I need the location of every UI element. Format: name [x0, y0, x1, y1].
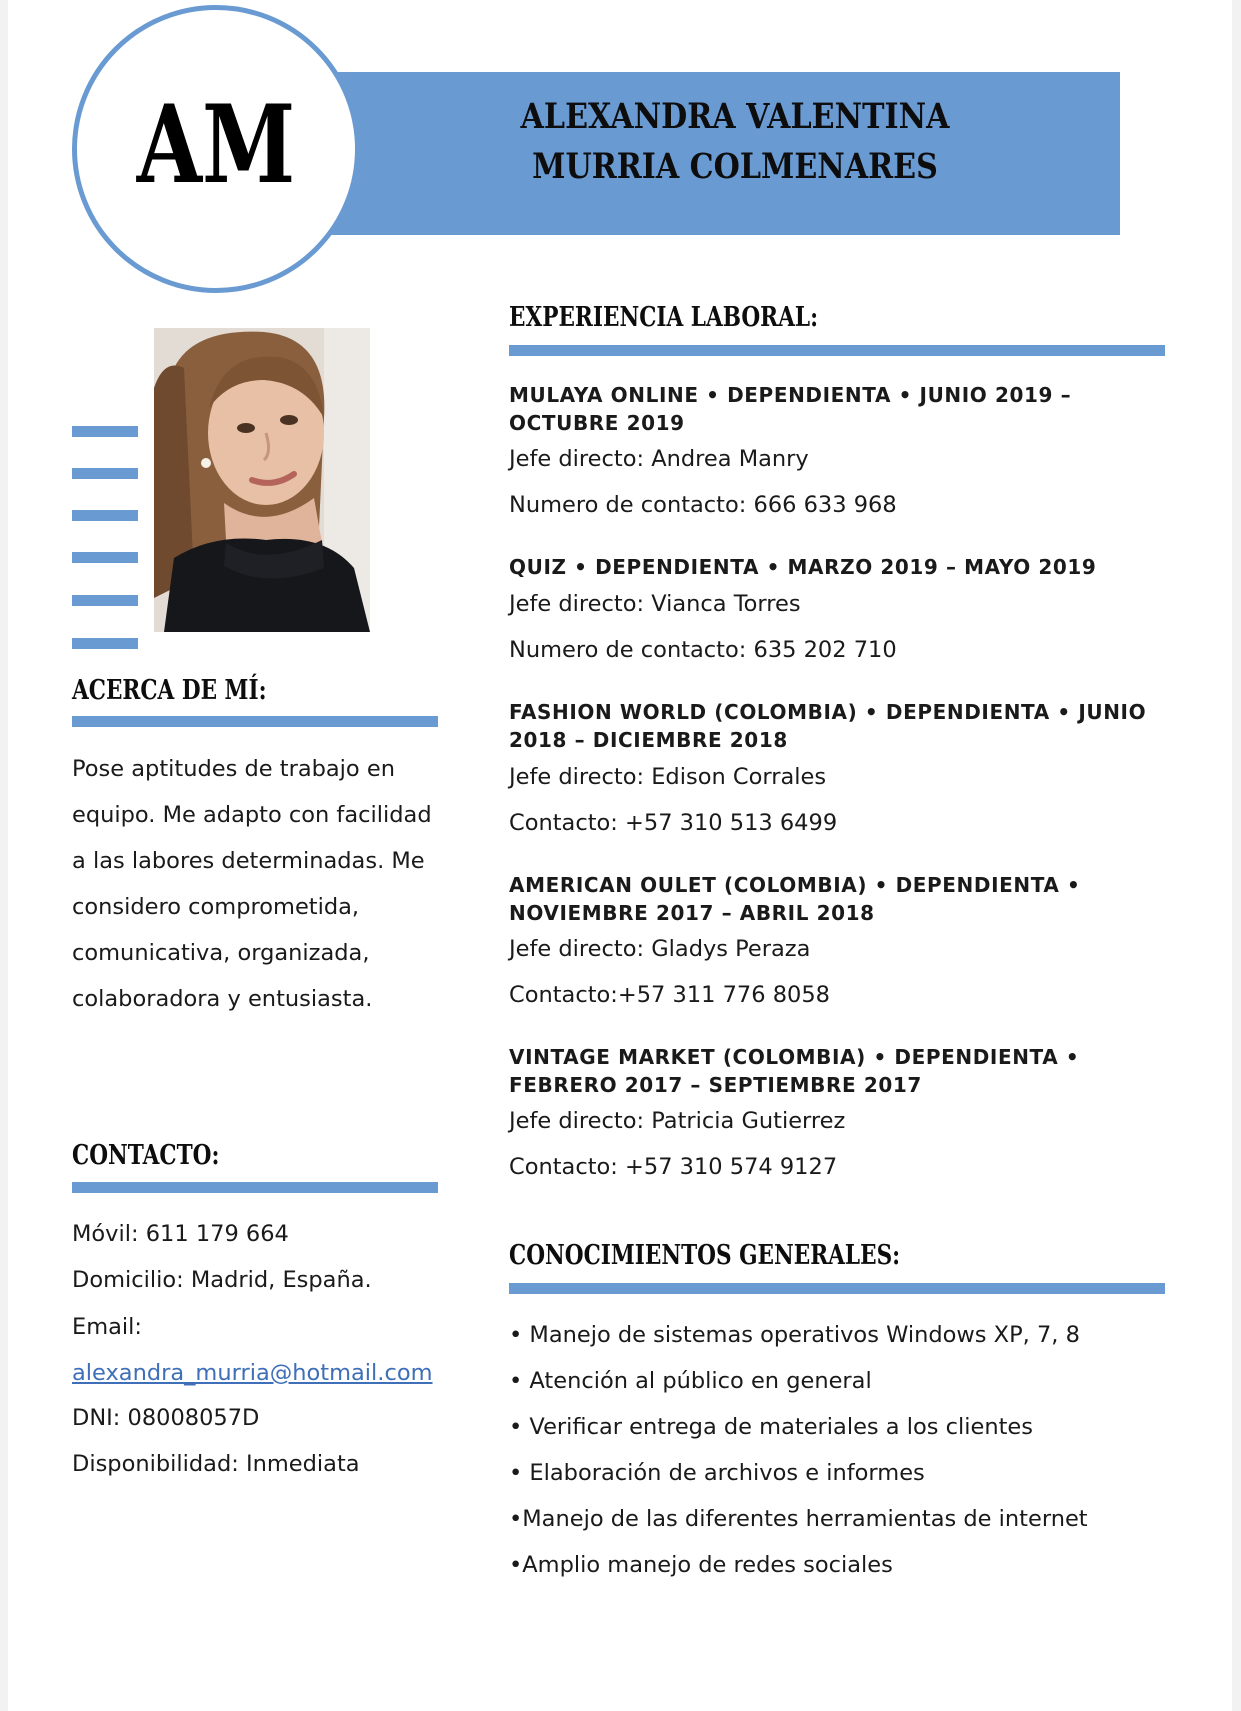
job-boss: Jefe directo: Gladys Peraza [509, 936, 811, 962]
name-line-1: ALEXANDRA VALENTINA [520, 96, 950, 137]
job-heading: VINTAGE MARKET (COLOMBIA) • DEPENDIENTA • FEBRERO 2017 – SEPTIEMBRE 2017 [509, 1045, 1080, 1097]
monogram: AM [136, 82, 296, 208]
job-boss: Jefe directo: Andrea Manry [509, 446, 809, 472]
contact-rule [72, 1182, 438, 1193]
job-heading: QUIZ • DEPENDIENTA • MARZO 2019 – MAYO 2019 [509, 555, 1097, 579]
job-contact: Numero de contacto: 635 202 710 [509, 637, 897, 663]
job-boss: Jefe directo: Edison Corrales [509, 764, 827, 790]
about-rule [72, 716, 438, 727]
job-boss: Jefe directo: Patricia Gutierrez [509, 1108, 846, 1134]
contact-availability: Disponibilidad: Inmediata [72, 1451, 360, 1477]
decor-stripe [72, 426, 138, 437]
decor-stripe [72, 510, 138, 521]
skill-item: • Verificar entrega de materiales a los clientes [509, 1414, 1033, 1440]
job-contact: Contacto: +57 310 574 9127 [509, 1154, 838, 1180]
job-contact: Contacto: +57 310 513 6499 [509, 810, 838, 836]
contact-email-label: Email: [72, 1314, 143, 1340]
candidate-name [404, 92, 1066, 192]
portrait-illustration [154, 328, 370, 632]
profile-photo [154, 328, 370, 632]
job-heading: AMERICAN OULET (COLOMBIA) • DEPENDIENTA • NOVIEMBRE 2017 – ABRIL 2018 [509, 873, 1081, 925]
job-heading: FASHION WORLD (COLOMBIA) • DEPENDIENTA • JUNIO 2018 – DICIEMBRE 2018 [509, 700, 1147, 752]
about-text: Pose aptitudes de trabajo en equipo. Me adapto con facilidad a las labores determinadas. Me considero comprometida, comunicativa, organizada, colaboradora y entusiasta. [72, 756, 432, 1012]
contact-email-link[interactable]: alexandra_murria@hotmail.com [72, 1360, 433, 1386]
decor-stripe [72, 552, 138, 563]
skill-item: • Atención al público en general [509, 1368, 872, 1394]
job-boss: Jefe directo: Vianca Torres [509, 591, 801, 617]
skill-item: •Amplio manejo de redes sociales [509, 1552, 893, 1578]
job-heading: MULAYA ONLINE • DEPENDIENTA • JUNIO 2019 – OCTUBRE 2019 [509, 383, 1072, 435]
experience-title: EXPERIENCIA LABORAL: [509, 302, 819, 333]
contact-mobile: Móvil: 611 179 664 [72, 1221, 289, 1247]
skills-title: CONOCIMIENTOS GENERALES: [509, 1240, 901, 1271]
skills-rule [509, 1283, 1165, 1294]
contact-dni: DNI: 08008057D [72, 1405, 260, 1431]
about-title: ACERCA DE MÍ: [72, 675, 267, 706]
contact-address: Domicilio: Madrid, España. [72, 1267, 372, 1293]
skill-item: • Manejo de sistemas operativos Windows XP, 7, 8 [509, 1322, 1080, 1348]
decor-stripe [72, 468, 138, 479]
experience-rule [509, 345, 1165, 356]
job-contact: Contacto:+57 311 776 8058 [509, 982, 830, 1008]
skill-item: •Manejo de las diferentes herramientas de internet [509, 1506, 1088, 1532]
decor-stripe [72, 638, 138, 649]
name-line-2: MURRIA COLMENARES [532, 146, 938, 187]
job-contact: Numero de contacto: 666 633 968 [509, 492, 897, 518]
decor-stripe [72, 595, 138, 606]
contact-title: CONTACTO: [72, 1140, 220, 1171]
skill-item: • Elaboración de archivos e informes [509, 1460, 925, 1486]
